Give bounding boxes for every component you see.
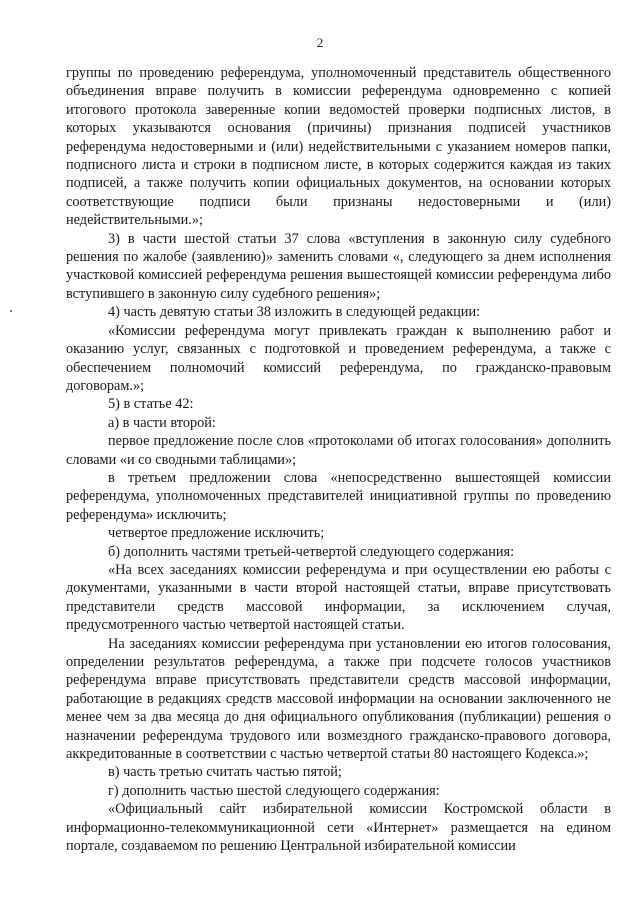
paragraph: 4) часть девятую статьи 38 изложить в следующей редакции: xyxy=(108,304,481,321)
paragraph: в третьем предложении слова «непосредственно вышестоящей комиссии референдума, уполномоченных представителей инициативной группы по проведению референдума» исключить; xyxy=(66,469,611,523)
paragraph: г) дополнить частью шестой следующего содержания: xyxy=(108,782,440,799)
scan-speck xyxy=(10,310,12,312)
paragraph: «Официальный сайт избирательной комиссии Костромской области в информационно-телекоммуникационной сети «Интернет» размещается на едином портале, создаваемом по решению Центральной избирательной комиссии xyxy=(66,801,611,855)
paragraph: первое предложение после слов «протоколами об итогах голосования» дополнить словами «и со сводными таблицами»; xyxy=(66,433,611,468)
paragraph: в) часть третью считать частью пятой; xyxy=(108,764,342,781)
paragraph: группы по проведению референдума, уполномоченный представитель общественного объединения вправе получить в комиссии референдума одновременно с копией итогового протокола заверенные копии ведомостей проверки подписных листов, в которых указываются основания (причины) признания подписей участников референдума недостоверными и (или) недействительными с указанием номеров папки, подписного листа и строки в подписном листе, в которых содержится каждая из таких подписей, а также получить копии официальных документов, на основании которых соответствующие подписи были признаны недостоверными и (или) недействительными.»; xyxy=(66,65,611,229)
paragraph: На заседаниях комиссии референдума при установлении ею итогов голосования, определении результатов референдума, а также при подсчете голосов участников референдума вправе присутствовать представители средств массовой информации, работающие в редакциях средств массовой информации на основании заключенного не менее чем за два месяца до дня официального опубликования (публикации) решения о назначении референдума трудового или возмездного гражданско-правового договора, аккредитованные в соответствии с частью четвертой статьи 80 настоящего Кодекса.»; xyxy=(66,635,611,763)
document-body xyxy=(66,64,611,855)
paragraph: «На всех заседаниях комиссии референдума и при осуществлении ею работы с документами, указанными в части второй настоящей статьи, вправе присутствовать представители средств массовой информации, за исключением случая, предусмотренного частью четвертой настоящей статьи. xyxy=(66,561,611,634)
page-number: 2 xyxy=(316,35,324,50)
paragraph: а) в части второй: xyxy=(108,414,216,431)
paragraph: б) дополнить частями третьей-четвертой следующего содержания: xyxy=(108,543,515,560)
paragraph: 3) в части шестой статьи 37 слова «вступления в законную силу судебного решения по жалобе (заявлению)» заменить словами «, следующего за днем исполнения участковой комиссией референдума решения вышестоящей комиссии референдума либо вступившего в законную силу судебного решения»; xyxy=(66,230,611,302)
paragraph: «Комиссии референдума могут привлекать граждан к выполнению работ и оказанию услуг, связанных с подготовкой и проведением референдума, а также с обеспечением полномочий комиссий референдума, по гражданско-правовым договорам.»; xyxy=(66,322,611,394)
paragraph: 5) в статье 42: xyxy=(108,396,194,413)
paragraph: четвертое предложение исключить; xyxy=(108,525,325,542)
